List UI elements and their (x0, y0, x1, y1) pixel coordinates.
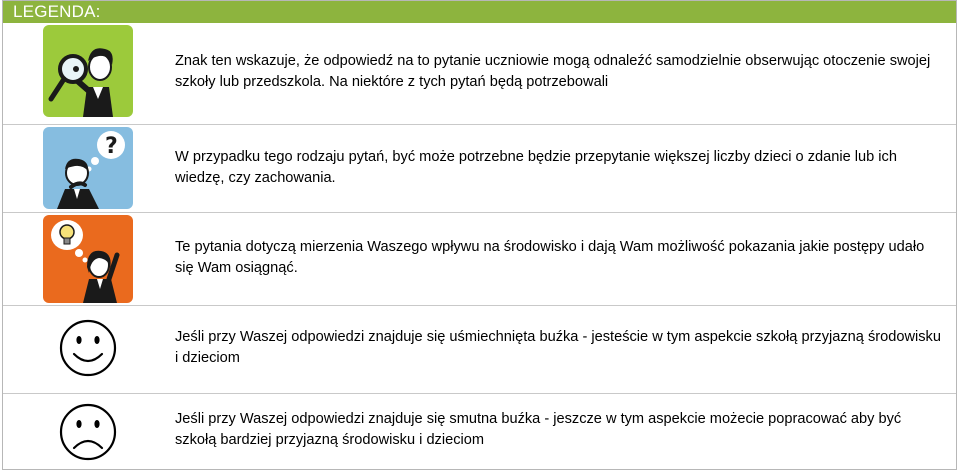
smiley-face-icon (58, 318, 118, 378)
lightbulb-idea-icon (43, 215, 133, 303)
legend-row (3, 124, 956, 212)
svg-text:?: ? (105, 134, 118, 159)
legend-row (3, 23, 956, 123)
sad-face-icon (58, 402, 118, 462)
magnifier-observer-icon (43, 25, 133, 117)
legend-row (3, 305, 956, 393)
legend-title: LEGENDA: (3, 1, 956, 23)
legend-description: Te pytania dotyczą mierzenia Waszego wpływu na środowisko i dają Wam możliwość pokazania jakie postępy udało się Wam osiągnąć. (175, 239, 925, 276)
question-thinker-icon (43, 127, 133, 209)
legend-description: W przypadku tego rodzaju pytań, być może potrzebne będzie przepytanie większej liczby dzieci o zdanie lub ich wiedzę, czy zachowania. (175, 149, 897, 186)
legend-row (3, 212, 956, 305)
legend-row (3, 393, 956, 470)
legend-table (2, 0, 957, 470)
legend-description: Znak ten wskazuje, że odpowiedź na to pytanie uczniowie mogą odnaleźć samodzielnie obserwując otoczenie swojej szkoły lub przedszkola. Na niektóre z tych pytań będą potrzebowali (175, 53, 931, 90)
legend-description: Jeśli przy Waszej odpowiedzi znajduje się uśmiechnięta buźka - jesteście w tym aspekcie szkołą przyjazną środowisku i dzieciom (175, 329, 941, 366)
legend-description: Jeśli przy Waszej odpowiedzi znajduje się smutna buźka - jeszcze w tym aspekcie możecie popracować aby być szkołą bardziej przyjazną środowisku i dzieciom (175, 411, 902, 448)
